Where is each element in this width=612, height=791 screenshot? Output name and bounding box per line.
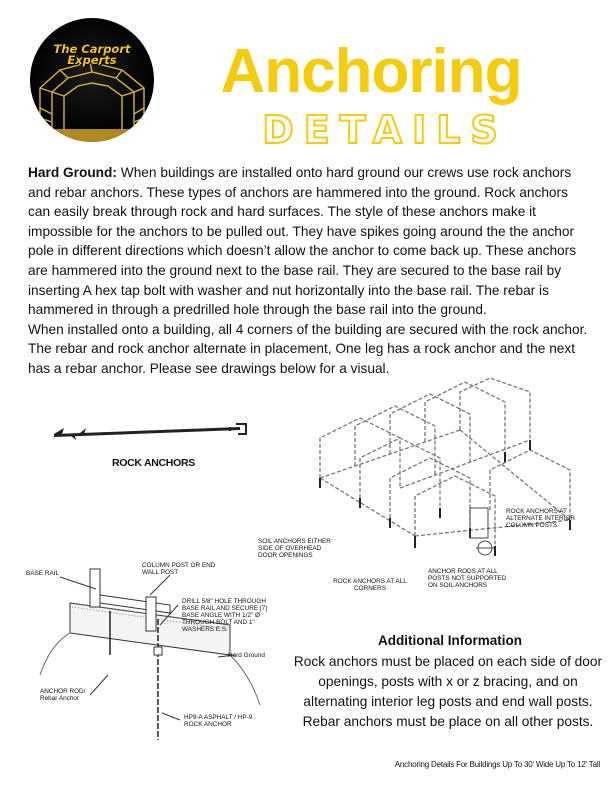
label-alt-interior: ROCK ANCHORS AT ALTERNATE INTERIOR COLUMN POSTS: [506, 508, 576, 529]
body-paragraph-1: When buildings are installed onto hard ground our crews use rock anchors and rebar anchors. These types of anchors are hammered into the ground. Rock anchors can easily break through rock and hard surfaces. The style of these anchors make it impossible for the anchors to be pulled out. They have spikes going around the the anchor pole in different directions which doesn’t allow the anchor to come back up. These anchors are hammered into the ground next to the base rail. They are secured to the base rail by inserting A hex tap bolt with washer and nut horizontally into the base rail. The rebar is hammered in through a predrilled hole through the base rail into the ground.: [28, 165, 577, 318]
label-drill: DRILL 5/8" HOLE THROUGH BASE RAIL AND SECURE [7] BASE ANGLE WITH 1/2" Ø THROUGH BOLT AND 1" WASHERS E.S.: [182, 598, 267, 633]
label-anchor-rod: ANCHOR ROD/ Rebar Anchor: [40, 688, 86, 702]
rock-anchors-label: ROCK ANCHORS: [112, 457, 195, 469]
label-anchor-rods: ANCHOR RODS AT ALL POSTS NOT SUPPORTED ON SOIL ANCHORS: [428, 568, 507, 589]
rock-anchor-drawing: [50, 418, 250, 448]
logo-text-line2: Experts: [67, 53, 117, 67]
page-subtitle: DETAILS: [262, 108, 508, 152]
building-frame-diagram: [300, 378, 610, 583]
label-column-post: COLUMN POST OR END WALL POST: [142, 562, 216, 576]
label-corners: ROCK ANCHORS AT ALL CORNERS: [333, 578, 407, 592]
body-lead: Hard Ground:: [28, 165, 117, 180]
label-hard-ground: Hard Ground: [228, 652, 265, 659]
body-text: [28, 163, 588, 379]
label-soil-anchors: SOIL ANCHORS EITHER SIDE OF OVERHEAD DOOR OPENINGS: [258, 538, 331, 559]
additional-info-title: Additional Information: [378, 633, 522, 648]
footer-note: Anchoring Details For Buildings Up To 30' Wide Up To 12' Tall: [394, 760, 600, 769]
label-hp9: HP9-A ASPHALT / HP-9 ROCK ANCHOR: [184, 714, 253, 728]
body-paragraph-2: When installed onto a building, all 4 corners of the building are secured with the rock anchor. The rebar and rock anchor alternate in placement, One leg has a rock anchor and the next has a rebar anchor. Please see drawings below for a visual.: [28, 321, 588, 376]
page-title: Anchoring: [220, 37, 522, 106]
additional-info-text: Rock anchors must be placed on each side of door openings, posts with x or z bracing, and on alternating interior leg posts and end wall posts. Rebar anchors must be place on all other posts.: [293, 654, 603, 729]
label-base-rail: BASE RAIL: [26, 570, 60, 577]
logo-text-line1: The Carport: [53, 42, 131, 56]
